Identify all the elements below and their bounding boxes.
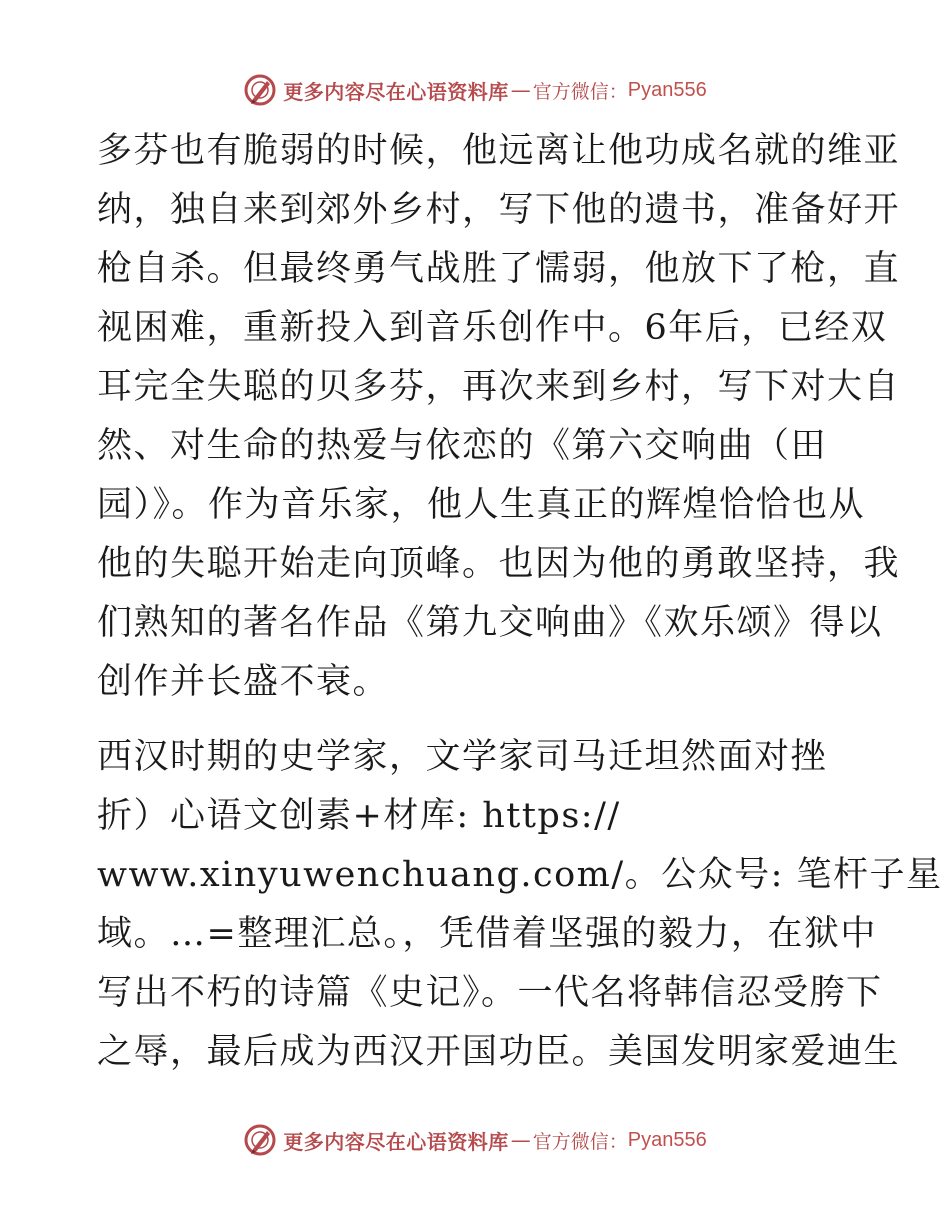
text-line: 耳完全失聪的贝多芬，再次来到乡村，写下对大自	[97, 367, 901, 407]
text-line: 创作并长盛不衰。	[97, 662, 390, 702]
watermark-dash: —	[510, 78, 531, 102]
text-line: 们熟知的著名作品《第九交响曲》《欢乐颂》得以	[97, 603, 883, 643]
text-line: 多芬也有脆弱的时候，他远离让他功成名就的维亚	[97, 131, 901, 171]
watermark-site-text: 更多内容尽在心语资料库	[283, 79, 509, 104]
text-line: www.xinyuwenchuang.com/。公众号: 笔杆子星	[97, 855, 943, 895]
paragraph-1	[97, 122, 901, 712]
document-body	[97, 122, 943, 1082]
watermark-wechat-label: 官方微信：	[532, 80, 628, 103]
header-watermark	[0, 70, 950, 110]
watermark-wechat-handle: Pyan556	[627, 1128, 707, 1151]
text-line: 视困难，重新投入到音乐创作中。6年后，已经双	[97, 308, 888, 348]
text-line: 写出不朽的诗篇《史记》。一代名将韩信忍受胯下	[97, 973, 883, 1013]
footer-watermark	[0, 1120, 950, 1160]
watermark-wechat-handle: Pyan556	[627, 78, 707, 101]
paragraph-2	[97, 728, 943, 1082]
text-line: 他的失聪开始走向顶峰。也因为他的勇敢坚持，我	[97, 544, 901, 584]
text-line: 枪自杀。但最终勇气战胜了懦弱，他放下了枪，直	[97, 249, 901, 289]
text-line: 纳，独自来到郊外乡村，写下他的遗书，准备好开	[97, 190, 901, 230]
pen-circle-logo-icon	[243, 73, 277, 107]
text-line: 折）心语文创素+材库: https://	[97, 796, 621, 836]
pen-circle-logo-icon	[243, 1123, 277, 1157]
text-line: 之辱，最后成为西汉开国功臣。美国发明家爱迪生	[97, 1032, 901, 1072]
watermark-wechat-label: 官方微信：	[532, 1130, 628, 1153]
paragraph-gap	[97, 712, 857, 728]
text-line: 域。…=整理汇总。，凭借着坚强的毅力，在狱中	[97, 914, 877, 954]
watermark-dash: —	[510, 1128, 531, 1152]
text-line: 园）》。作为音乐家，他人生真正的辉煌恰恰也从	[97, 485, 866, 525]
text-line: 然、对生命的热爱与依恋的《第六交响曲（田	[97, 426, 828, 466]
watermark-site-text: 更多内容尽在心语资料库	[283, 1129, 509, 1154]
text-line: 西汉时期的史学家，文学家司马迁坦然面对挫	[97, 737, 828, 777]
